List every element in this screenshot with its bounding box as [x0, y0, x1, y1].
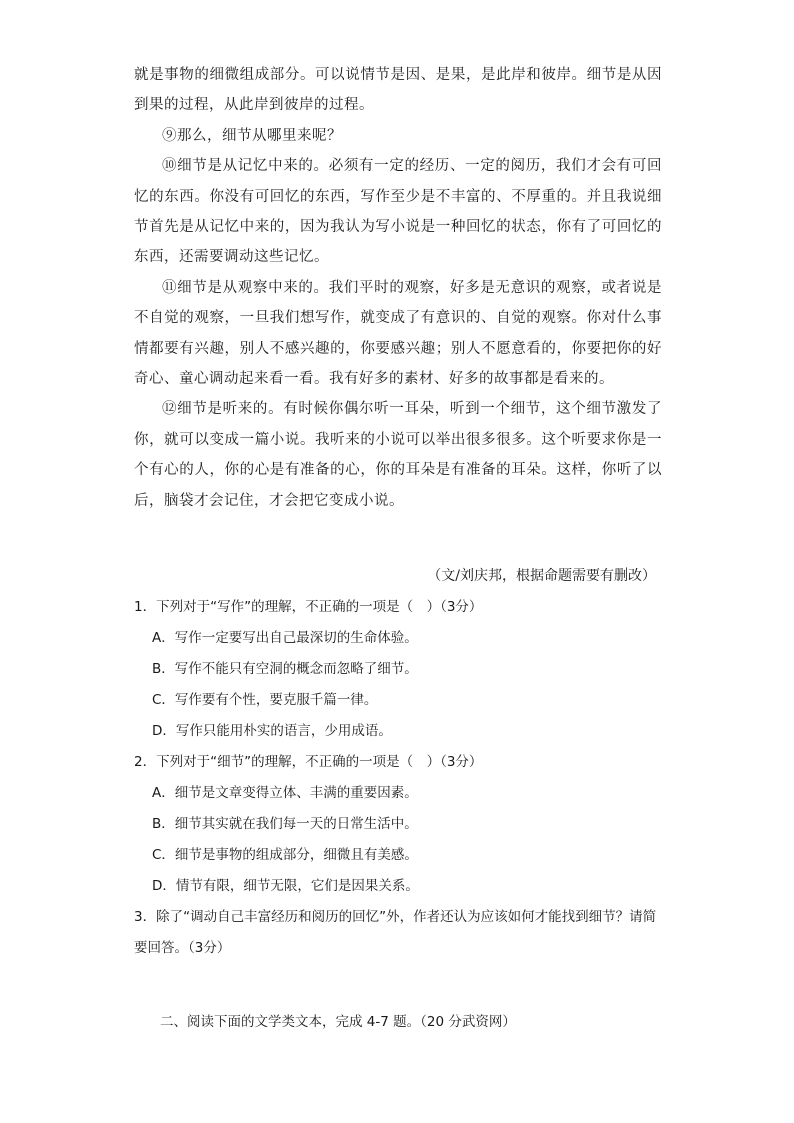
- paragraph-continued: 就是事物的细微组成部分。可以说情节是因、是果，是此岸和彼岸。细节是从因到果的过程，从此岸到彼岸的过程。: [134, 67, 662, 114]
- question-2-option-c: C．细节是事物的组成部分，细微且有美感。: [152, 847, 418, 863]
- source-attribution: （文/刘庆邦，根据命题需要有删改）: [427, 568, 656, 584]
- question-2-option-b: B．细节其实就在我们每一天的日常生活中。: [152, 816, 418, 832]
- paragraph-10: ⑩细节是从记忆中来的。必须有一定的经历、一定的阅历，我们才会有可回忆的东西。你没有可回忆的东西，写作至少是不丰富的、不厚重的。并且我说细节首先是从记忆中来的，因为我认为写小说是一种回忆的状态，你有了可回忆的东西，还需要调动这些记忆。: [134, 158, 662, 266]
- section-2-heading: 二、阅读下面的文学类文本，完成 4-7 题。（20 分武资网）: [160, 1014, 516, 1030]
- question-1-option-b: B．写作不能只有空洞的概念而忽略了细节。: [152, 661, 418, 677]
- question-2-option-d: D．情节有限，细节无限，它们是因果关系。: [152, 878, 419, 894]
- question-1-option-c: C．写作要有个性，要克服千篇一律。: [152, 692, 378, 708]
- paragraph-11: ⑪细节是从观察中来的。我们平时的观察，好多是无意识的观察，或者说是不自觉的观察，一旦我们想写作，就变成了有意识的、自觉的观察。你对什么事情都要有兴趣，别人不感兴趣的，你要感兴趣；别人不愿意看的，你要把你的好奇心、童心调动起来看一看。我有好多的素材、好多的故事都是看来的。: [134, 279, 662, 388]
- passage: [134, 60, 662, 516]
- question-1-stem: 1．下列对于“写作”的理解，不正确的一项是（ ）（3分）: [134, 599, 483, 615]
- paragraph-12: ⑫细节是听来的。有时候你偶尔听一耳朵，听到一个细节，这个细节激发了你，就可以变成一篇小说。我听来的小说可以举出很多很多。这个听要求你是一个有心的人，你的心是有准备的心，你的耳朵是有准备的耳朵。这样，你听了以后，脑袋才会记住，才会把它变成小说。: [134, 401, 662, 509]
- paragraph-9: ⑨那么，细节从哪里来呢？: [162, 127, 342, 144]
- question-3-stem: 3．除了“调动自己丰富经历和阅历的回忆”外，作者还认为应该如何才能找到细节？请简要回答。（3分）: [134, 909, 657, 956]
- question-1-option-d: D．写作只能用朴实的语言，少用成语。: [152, 723, 392, 739]
- question-1-option-a: A．写作一定要写出自己最深切的生命体验。: [152, 630, 418, 646]
- questions: [134, 592, 662, 964]
- question-2-stem: 2．下列对于“细节”的理解，不正确的一项是（ ）（3分）: [134, 754, 483, 770]
- question-2-option-a: A．细节是文章变得立体、丰满的重要因素。: [152, 785, 418, 801]
